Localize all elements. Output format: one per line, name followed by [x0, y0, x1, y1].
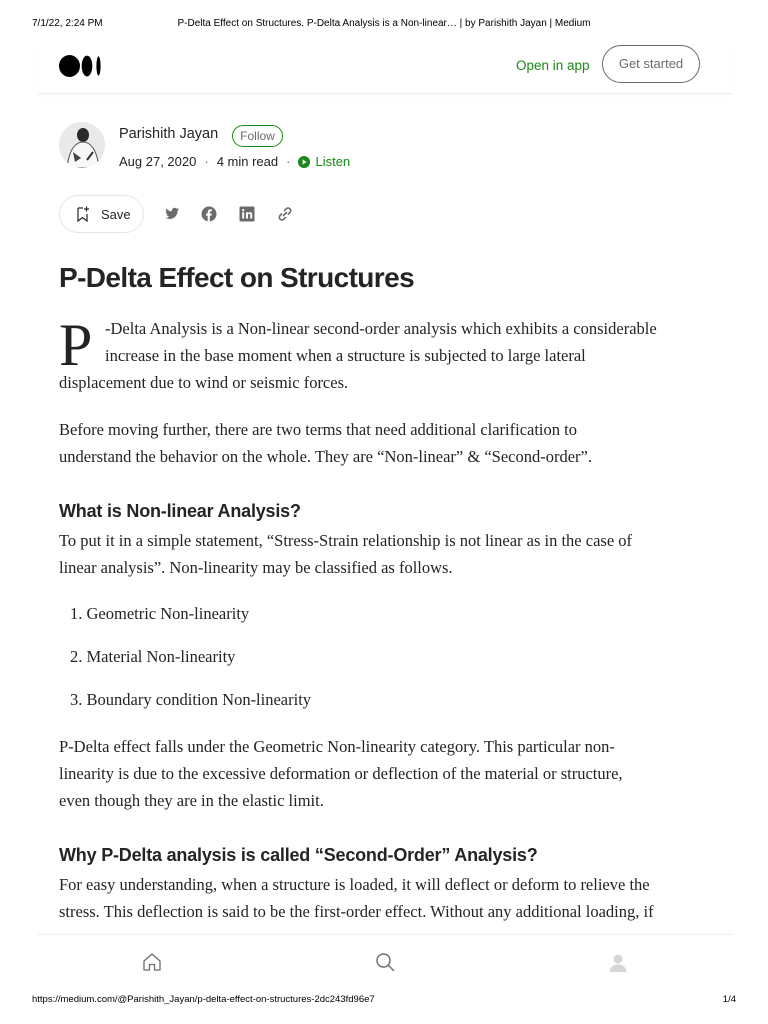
- meta-separator: ·: [286, 154, 291, 169]
- section-heading: Why P-Delta analysis is called “Second-Order” Analysis?: [59, 845, 538, 865]
- print-page-title: P-Delta Effect on Structures. P-Delta Analysis is a Non-linear… | by Parishith Jayan | Medium: [177, 18, 591, 29]
- paragraph-line: understand the behavior on the whole. They are “Non-linear” & “Second-order”.: [59, 447, 592, 466]
- print-footer: [32, 994, 736, 1008]
- listen-button[interactable]: [298, 154, 350, 169]
- article-title: P-Delta Effect on Structures: [59, 262, 415, 293]
- list-item: 1. Geometric Non-linearity: [70, 604, 250, 623]
- top-bar: [38, 40, 732, 94]
- print-header: [32, 18, 736, 32]
- section-heading: What is Non-linear Analysis?: [59, 501, 301, 521]
- paragraph-line: linear analysis”. Non-linearity may be classified as follows.: [59, 558, 453, 577]
- paragraph-line: Before moving further, there are two terms that need additional clarification to: [59, 420, 577, 439]
- save-button[interactable]: [59, 195, 144, 233]
- facebook-icon[interactable]: [200, 205, 218, 223]
- paragraph-line: even though they are in the elastic limit.: [59, 791, 324, 810]
- bottom-nav: [38, 934, 732, 986]
- open-in-app-link[interactable]: Open in app: [516, 58, 590, 73]
- print-datetime: 7/1/22, 2:24 PM: [32, 18, 103, 29]
- paragraph-line: To put it in a simple statement, “Stress-Strain relationship is not linear as in the case of: [59, 531, 633, 550]
- author-photo: [59, 122, 105, 168]
- paragraph-line: P-Delta effect falls under the Geometric Non-linearity category. This particular non-: [59, 737, 615, 756]
- avatar[interactable]: [59, 122, 105, 168]
- publish-date: Aug 27, 2020: [119, 154, 197, 169]
- paragraph-line: stress. This deflection is said to be the first-order effect. Without any additional loading, if: [59, 902, 654, 921]
- paragraph-line: -Delta Analysis is a Non-linear second-order analysis which exhibits a considerable: [105, 319, 657, 338]
- meta-separator: ·: [204, 154, 209, 169]
- print-page-number: 1/4: [722, 994, 736, 1005]
- list-item: 2. Material Non-linearity: [70, 647, 236, 666]
- paragraph-line: increase in the base moment when a structure is subjected to large lateral: [105, 346, 586, 365]
- article-meta: [119, 154, 350, 169]
- paragraph-line: linearity is due to the excessive deformation or deflection of the material or structure,: [59, 764, 623, 783]
- bookmark-add-icon: [74, 205, 92, 223]
- drop-cap: P: [59, 312, 93, 378]
- link-icon[interactable]: [276, 205, 294, 223]
- home-icon[interactable]: [141, 951, 163, 973]
- follow-button[interactable]: Follow: [232, 125, 283, 147]
- save-label: Save: [101, 206, 131, 222]
- author-name[interactable]: Parishith Jayan: [119, 126, 219, 142]
- paragraph-line: displacement due to wind or seismic forces.: [59, 373, 349, 392]
- twitter-icon[interactable]: [163, 205, 181, 223]
- list-item: 3. Boundary condition Non-linearity: [70, 690, 312, 709]
- print-url: https://medium.com/@Parishith_Jayan/p-delta-effect-on-structures-2dc243fd96e7: [32, 994, 375, 1005]
- read-time: 4 min read: [216, 154, 279, 169]
- medium-logo-icon[interactable]: [59, 54, 103, 78]
- search-icon[interactable]: [374, 951, 396, 973]
- linkedin-icon[interactable]: [238, 205, 256, 223]
- get-started-button[interactable]: Get started: [602, 45, 700, 83]
- listen-label: Listen: [315, 154, 351, 169]
- profile-icon[interactable]: [607, 951, 629, 973]
- paragraph-line: For easy understanding, when a structure is loaded, it will deflect or deform to relieve the: [59, 875, 650, 894]
- play-icon: [298, 156, 310, 168]
